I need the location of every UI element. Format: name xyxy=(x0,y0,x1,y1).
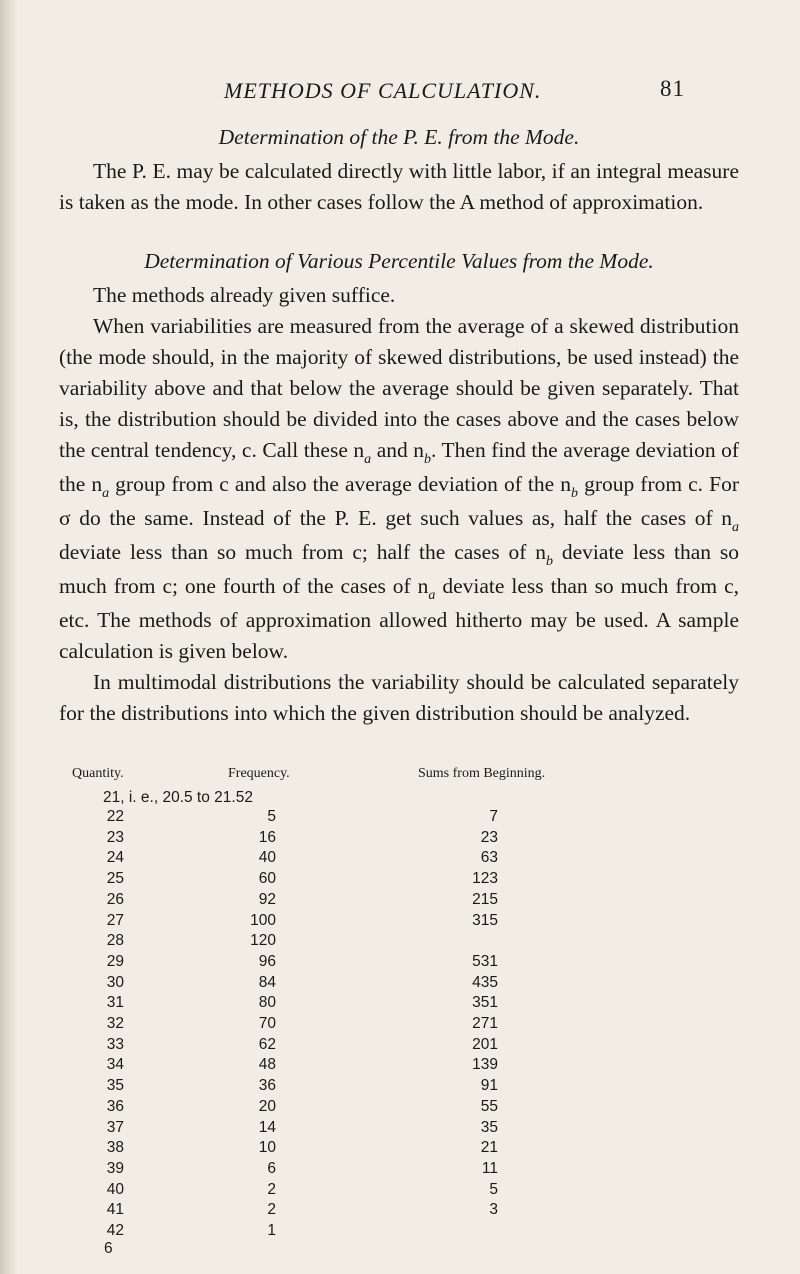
paragraph-skewed: When variabilities are measured from the average of a skewed distribution (the mode should, in the majority of skewed distributions, be used instead) the variability above and that below the average should be given separately. That is, the distribution should be divided into the cases above and the cases below the central tendency, c. Call these $n_a$ and $n_b$. Then find the average deviation of the $n_a$ group from c and also the average deviation of the $n_b$ group from c. For σ do the same. Instead of the P. E. get such values as, half the cases of $n_a$ deviate less than so much from c; half the cases of $n_b$ deviate less than so much from c; one fourth of the cases of $n_a$ deviate less than so much from c, etc. The methods of approximation allowed hitherto may be used. A sample calculation is given below. xyxy=(59,314,740,663)
quantity-cell: 27 xyxy=(106,911,124,929)
frequency-cell: 96 xyxy=(258,952,276,970)
quantity-cell: 35 xyxy=(106,1077,124,1095)
table-row xyxy=(0,974,800,992)
sum-cell: 315 xyxy=(472,911,498,929)
frequency-cell: 62 xyxy=(258,1035,276,1053)
column-header-frequency: Frequency. xyxy=(228,766,290,781)
frequency-cell: 6 xyxy=(267,1159,276,1177)
sum-cell: 123 xyxy=(472,870,498,888)
table-row xyxy=(0,829,800,847)
sum-cell: 215 xyxy=(472,890,498,908)
quantity-cell: 28 xyxy=(106,932,124,950)
table-row xyxy=(0,1201,800,1219)
sum-cell: 5 xyxy=(489,1180,498,1198)
quantity-cell: 33 xyxy=(106,1035,124,1053)
quantity-cell: 29 xyxy=(106,952,124,970)
frequency-cell: 70 xyxy=(258,1015,276,1032)
section-heading-percentile: Determination of Various Percentile Values from the Mode. xyxy=(144,249,654,273)
quantity-cell: 31 xyxy=(106,994,124,1012)
quantity-cell: 32 xyxy=(106,1015,124,1032)
frequency-cell: 60 xyxy=(258,870,276,888)
sum-cell: 35 xyxy=(480,1118,498,1136)
table-row xyxy=(0,1077,800,1095)
table-row xyxy=(0,849,800,867)
sum-cell: 23 xyxy=(480,828,498,846)
frequency-cell: 16 xyxy=(258,828,276,846)
quantity-cell: 39 xyxy=(106,1159,124,1177)
paragraph-multimodal: In multimodal distributions the variability should be calculated separately for the distributions into which the given distribution should be analyzed. xyxy=(59,670,739,725)
frequency-cell: 36 xyxy=(258,1077,276,1095)
paragraph-methods: The methods already given suffice. xyxy=(93,283,396,307)
sum-cell: 201 xyxy=(472,1035,498,1053)
table-row xyxy=(0,912,800,930)
quantity-cell: 24 xyxy=(106,849,124,867)
frequency-cell: 84 xyxy=(258,973,276,991)
quantity-cell: 26 xyxy=(106,890,124,908)
section-heading-pe: Determination of the P. E. from the Mode. xyxy=(218,125,580,149)
sample-calculation-table xyxy=(0,766,800,1239)
quantity-cell: 22 xyxy=(106,808,124,825)
sum-cell: 271 xyxy=(472,1015,498,1032)
running-header xyxy=(0,70,800,110)
table-row xyxy=(0,808,800,826)
column-header-sums: Sums from Beginning. xyxy=(418,766,546,781)
frequency-cell: 2 xyxy=(267,1201,276,1219)
quantity-cell: 30 xyxy=(106,973,124,991)
table-row xyxy=(0,1181,800,1199)
paragraph-pe: The P. E. may be calculated directly with little labor, if an integral measure is taken as the mode. In other cases follow the A method of approximation. xyxy=(59,159,739,214)
table-row xyxy=(0,1222,800,1240)
table-row xyxy=(0,1119,800,1137)
frequency-cell: 20 xyxy=(258,1097,276,1115)
quantity-cell: 36 xyxy=(106,1097,124,1115)
sum-cell: 3 xyxy=(489,1201,498,1219)
frequency-cell: 10 xyxy=(258,1139,276,1157)
sum-cell: 7 xyxy=(489,808,498,825)
table-row xyxy=(0,953,800,971)
sum-cell: 531 xyxy=(472,952,498,970)
quantity-cell: 37 xyxy=(106,1118,124,1136)
frequency-cell: 48 xyxy=(258,1056,276,1074)
page-number: 81 xyxy=(660,76,685,101)
table-row xyxy=(0,891,800,909)
table-first-row: 21, i. e., 20.5 to 21.52 xyxy=(103,789,253,806)
table-row xyxy=(0,1056,800,1074)
footer-count: 6 xyxy=(104,1240,113,1257)
table-row xyxy=(0,994,800,1012)
sum-cell: 63 xyxy=(480,849,498,867)
quantity-cell: 40 xyxy=(106,1180,124,1198)
frequency-cell: 92 xyxy=(258,890,276,908)
table-row xyxy=(0,1098,800,1116)
quantity-cell: 34 xyxy=(106,1056,124,1074)
table-row xyxy=(0,870,800,888)
table-row xyxy=(0,1139,800,1157)
sum-cell: 139 xyxy=(472,1056,498,1074)
frequency-cell: 5 xyxy=(267,808,276,825)
table-row xyxy=(0,1160,800,1178)
frequency-cell: 100 xyxy=(250,911,276,929)
sum-cell: 435 xyxy=(472,973,498,991)
frequency-cell: 1 xyxy=(267,1222,276,1239)
frequency-cell: 14 xyxy=(258,1118,276,1136)
sum-cell: 91 xyxy=(480,1077,498,1095)
frequency-cell: 2 xyxy=(267,1180,276,1198)
sum-cell: 21 xyxy=(480,1139,498,1157)
page-body xyxy=(59,118,739,729)
quantity-cell: 38 xyxy=(106,1139,124,1157)
table-row xyxy=(0,1015,800,1033)
quantity-cell: 25 xyxy=(106,870,124,888)
frequency-cell: 120 xyxy=(250,932,276,950)
column-header-quantity: Quantity. xyxy=(72,766,124,781)
running-title: METHODS OF CALCULATION. xyxy=(224,78,542,103)
sum-cell: 55 xyxy=(480,1097,498,1115)
frequency-cell: 80 xyxy=(258,994,276,1012)
table-row xyxy=(0,932,800,950)
quantity-cell: 23 xyxy=(106,828,124,846)
sum-cell: 351 xyxy=(472,994,498,1012)
sum-cell: 11 xyxy=(481,1159,498,1177)
quantity-cell: 42 xyxy=(106,1222,124,1239)
table-row xyxy=(0,1036,800,1054)
quantity-cell: 41 xyxy=(106,1201,124,1219)
frequency-cell: 40 xyxy=(258,849,276,867)
